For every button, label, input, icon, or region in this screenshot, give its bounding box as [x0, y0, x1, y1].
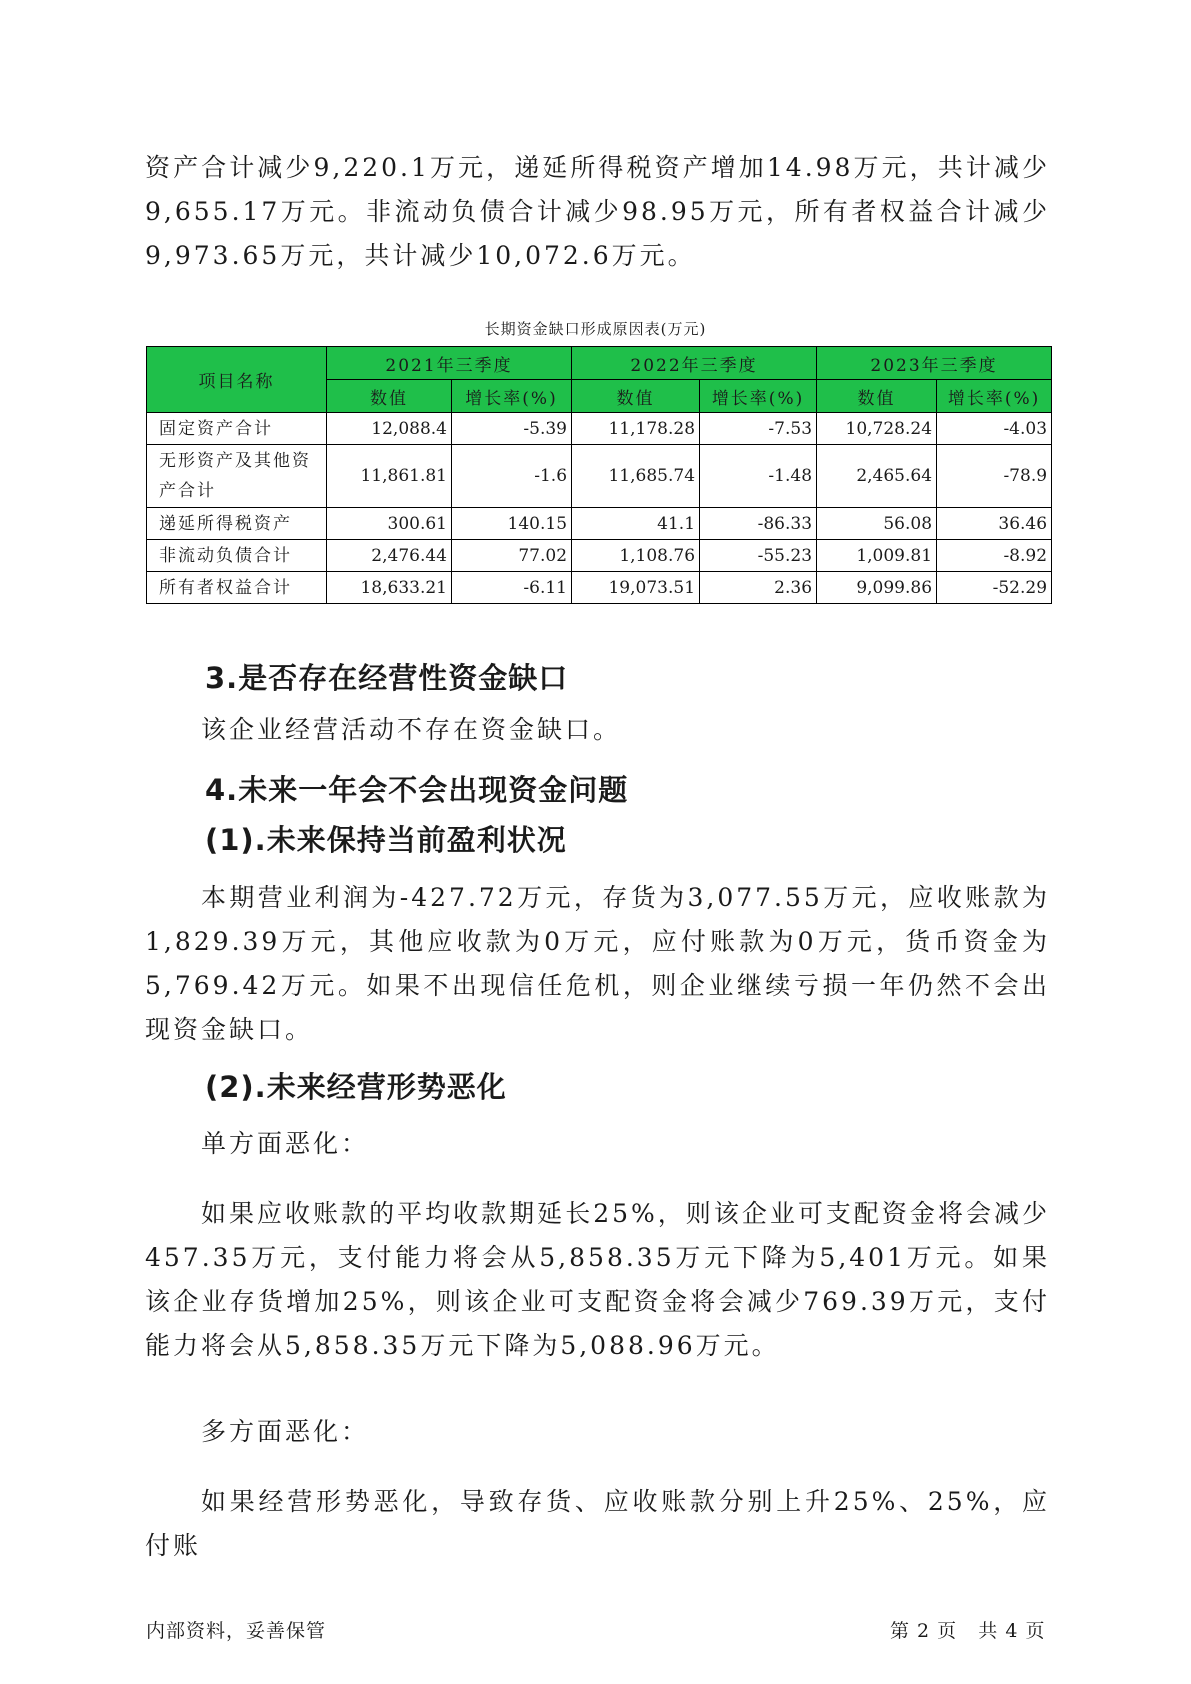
value-header: 数值 — [817, 380, 937, 413]
cell-value: 11,685.74 — [572, 445, 700, 508]
cell-value: 2,465.64 — [817, 445, 937, 508]
table-caption: 长期资金缺口形成原因表(万元) — [484, 320, 707, 338]
period-header: 2021年三季度 — [327, 347, 572, 380]
multi-deterioration-label: 多方面恶化： — [201, 1417, 370, 1446]
cell-growth: -8.92 — [937, 540, 1052, 572]
cell-growth: -4.03 — [937, 413, 1052, 445]
footer-confidential-note: 内部资料，妥善保管 — [146, 1620, 327, 1642]
cell-value: 2,476.44 — [327, 540, 452, 572]
row-name: 递延所得税资产 — [147, 508, 327, 540]
cell-growth: -78.9 — [937, 445, 1052, 508]
cell-growth: -5.39 — [452, 413, 572, 445]
period-header: 2022年三季度 — [572, 347, 817, 380]
cell-value: 10,728.24 — [817, 413, 937, 445]
cell-value: 41.1 — [572, 508, 700, 540]
single-deterioration-label: 单方面恶化： — [201, 1129, 370, 1158]
cell-growth: -1.48 — [700, 445, 817, 508]
row-name: 所有者权益合计 — [147, 572, 327, 604]
cell-value: 56.08 — [817, 508, 937, 540]
intro-paragraph: 资产合计减少9,220.1万元，递延所得税资产增加14.98万元，共计减少9,655.17万元。非流动负债合计减少98.95万元，所有者权益合计减少9,973.65万元，共计减少10,072.6万元。 — [145, 153, 1050, 270]
item-name-header: 项目名称 — [147, 347, 327, 413]
cell-growth: 77.02 — [452, 540, 572, 572]
row-name: 固定资产合计 — [147, 413, 327, 445]
row-name: 非流动负债合计 — [147, 540, 327, 572]
value-header: 数值 — [572, 380, 700, 413]
cell-value: 1,009.81 — [817, 540, 937, 572]
cell-value: 9,099.86 — [817, 572, 937, 604]
section-3-heading: 3.是否存在经营性资金缺口 — [205, 661, 569, 695]
cell-growth: 140.15 — [452, 508, 572, 540]
cell-growth: -52.29 — [937, 572, 1052, 604]
cell-growth: -86.33 — [700, 508, 817, 540]
cell-value: 19,073.51 — [572, 572, 700, 604]
funding-gap-table — [146, 346, 1052, 604]
cell-value: 1,108.76 — [572, 540, 700, 572]
period-header: 2023年三季度 — [817, 347, 1052, 380]
single-deterioration-text: 如果应收账款的平均收款期延长25%，则该企业可支配资金将会减少457.35万元，支付能力将会从5,858.35万元下降为5,401万元。如果该企业存货增加25%，则该企业可支配资金将会减少769.39万元，支付能力将会从5,858.35万元下降为5,088.96万元。 — [145, 1199, 1050, 1360]
cell-growth: -1.6 — [452, 445, 572, 508]
cell-growth: 36.46 — [937, 508, 1052, 540]
growth-header: 增长率(%) — [700, 380, 817, 413]
section-4-heading: 4.未来一年会不会出现资金问题 — [205, 773, 629, 807]
growth-header: 增长率(%) — [937, 380, 1052, 413]
cell-growth: 2.36 — [700, 572, 817, 604]
cell-growth: -7.53 — [700, 413, 817, 445]
cell-value: 300.61 — [327, 508, 452, 540]
cell-value: 11,178.28 — [572, 413, 700, 445]
growth-header: 增长率(%) — [452, 380, 572, 413]
footer-page-number: 第 2 页 共 4 页 — [890, 1620, 1046, 1642]
table-row — [147, 540, 1052, 572]
cell-value: 18,633.21 — [327, 572, 452, 604]
subsection-1-text: 本期营业利润为-427.72万元，存货为3,077.55万元，应收账款为1,829.39万元，其他应收款为0万元，应付账款为0万元，货币资金为5,769.42万元。如果不出现信任危机，则企业继续亏损一年仍然不会出现资金缺口。 — [145, 883, 1050, 1044]
table-row — [147, 445, 1052, 508]
row-name: 无形资产及其他资产合计 — [147, 445, 327, 508]
subsection-2-heading: (2).未来经营形势恶化 — [205, 1070, 507, 1104]
cell-value: 11,861.81 — [327, 445, 452, 508]
cell-growth: -6.11 — [452, 572, 572, 604]
table-row — [147, 572, 1052, 604]
cell-growth: -55.23 — [700, 540, 817, 572]
multi-deterioration-text: 如果经营形势恶化，导致存货、应收账款分别上升25%、25%，应付账 — [145, 1487, 1050, 1560]
table-row — [147, 413, 1052, 445]
cell-value: 12,088.4 — [327, 413, 452, 445]
value-header: 数值 — [327, 380, 452, 413]
section-3-text: 该企业经营活动不存在资金缺口。 — [201, 715, 622, 744]
subsection-1-heading: (1).未来保持当前盈利状况 — [205, 823, 567, 857]
table-row — [147, 508, 1052, 540]
